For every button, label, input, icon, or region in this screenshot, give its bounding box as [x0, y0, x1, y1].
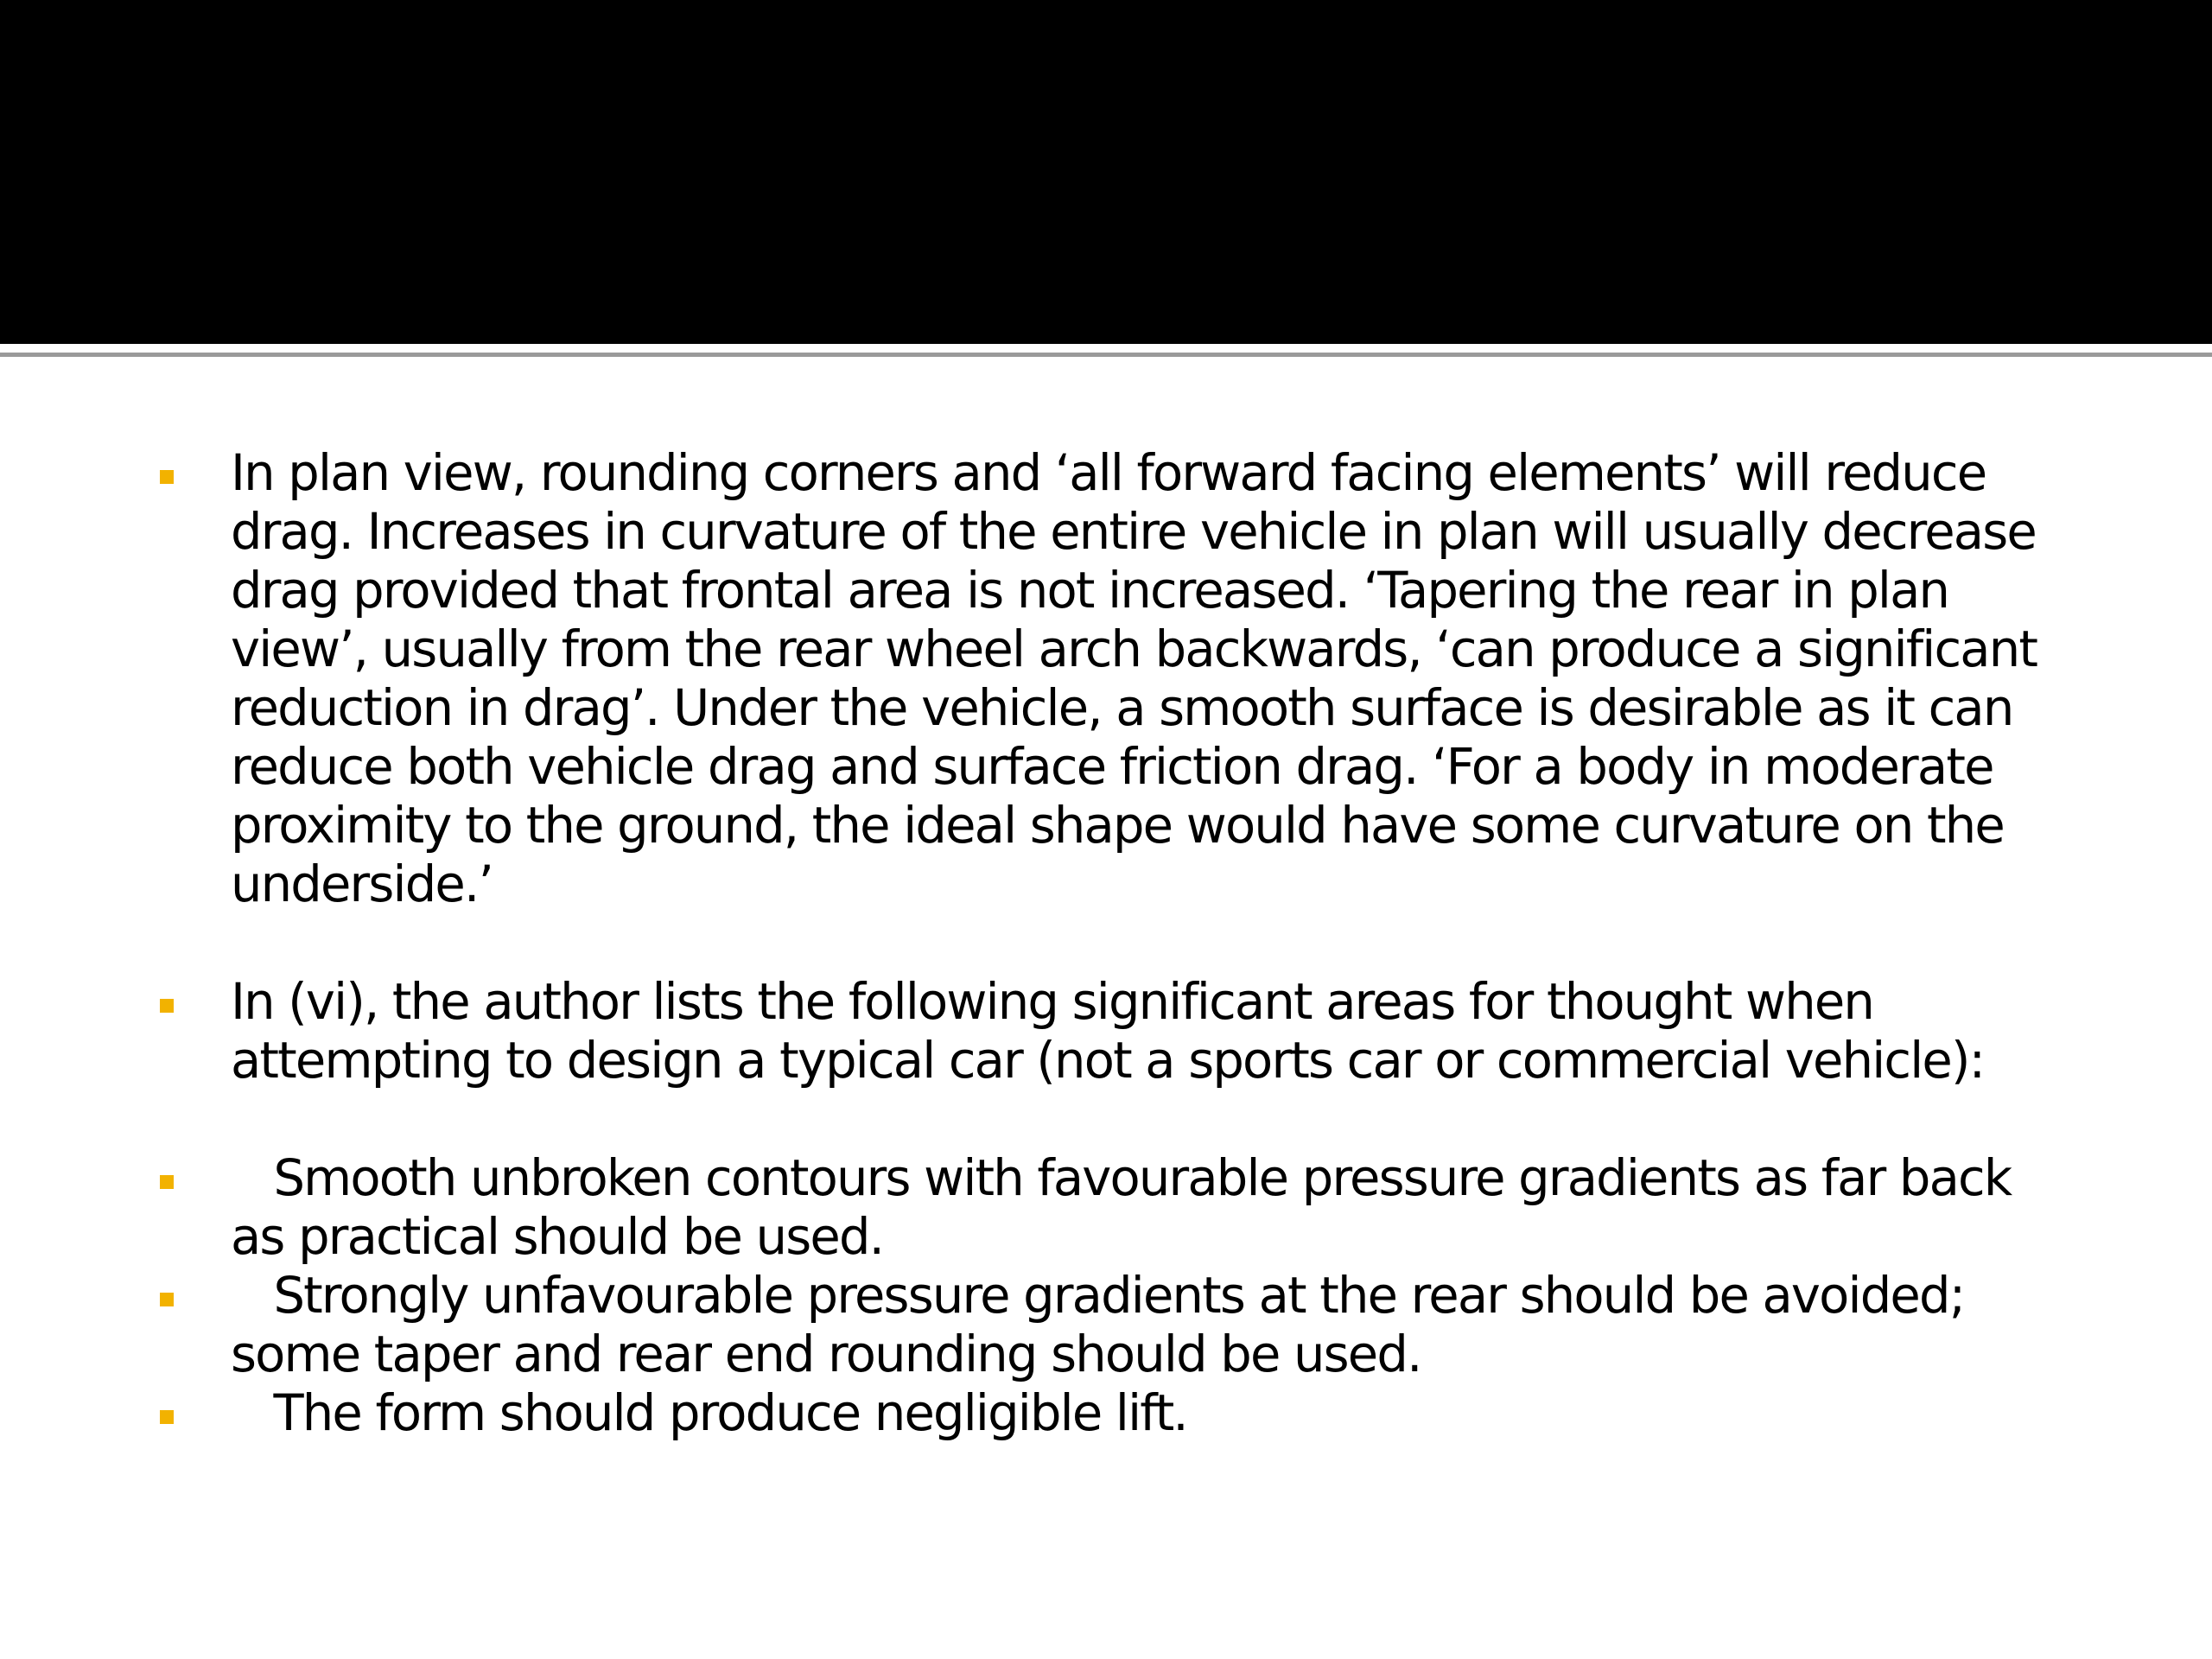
square-bullet-icon: [160, 1175, 174, 1189]
bullet-item-design-areas: [151, 973, 2048, 1090]
square-bullet-icon: [160, 1293, 174, 1306]
bullet-item-smooth-contours: [151, 1149, 2048, 1267]
bullet-text: In plan view, rounding corners and ‘all forward facing elements’ will reduce drag. Increases in curvature of the entire vehicle in plan will usually decrease drag provided that frontal area is not increased. ‘Tapering the rear in plan view’, usually from the rear wheel arch backwards, ‘can produce a significant reduction in drag’. Under the vehicle, a smooth surface is desirable as it can reduce both vehicle drag and surface friction drag. ‘For a body in moderate proximity to the ground, the ideal shape would have some curvature on the underside.’: [231, 444, 2051, 913]
title-band: [0, 0, 2212, 344]
bullet-text: In (vi), the author lists the following significant areas for thought when attempting to design a typical car (not a sports car or commercial vehicle):: [231, 973, 1985, 1090]
square-bullet-icon: [160, 1410, 174, 1424]
square-bullet-icon: [160, 999, 174, 1013]
bullet-item-negligible-lift: [151, 1384, 2048, 1443]
bullet-list: [151, 444, 2051, 1443]
bullet-text: Strongly unfavourable pressure gradients at the rear should be avoided; some taper and rear end rounding should be used.: [231, 1267, 1979, 1383]
bullet-text: Smooth unbroken contours with favourable pressure gradients as far back as practical should be used.: [231, 1149, 2025, 1266]
bullet-text: The form should produce negligible lift.: [231, 1384, 1187, 1442]
square-bullet-icon: [160, 470, 174, 484]
title-divider: [0, 353, 2212, 357]
bullet-item-plan-view: [151, 444, 2051, 914]
bullet-item-rear-gradients: [151, 1267, 2048, 1384]
